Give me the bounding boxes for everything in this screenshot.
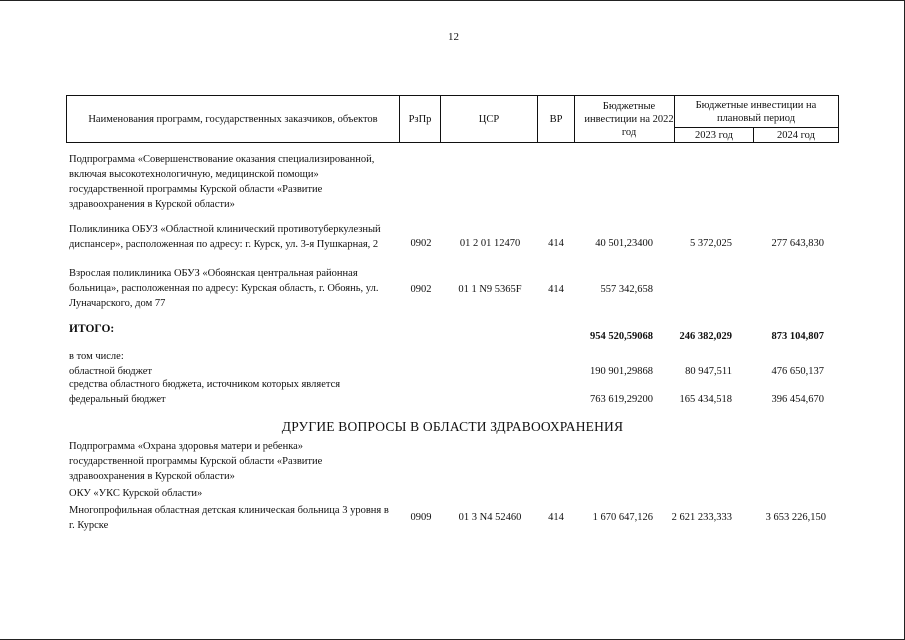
vr-value: 414	[548, 238, 564, 249]
header-csr: ЦСР	[478, 113, 500, 125]
vr-value: 414	[548, 512, 564, 523]
subprogram-title: Подпрограмма «Охрана здоровья матери и ребенка» государственной программы Курской области «Развитие здравоохранения в Курской области»	[69, 441, 323, 482]
value-2022: 1 670 647,126	[592, 512, 653, 523]
value-2022: 557 342,658	[600, 284, 653, 295]
object-name: Поликлиника ОБУЗ «Областной клинический противотуберкулезный диспансер», расположенная по адресу: г. Курск, ул. 3-я Пушкарная, 2	[69, 224, 381, 250]
rzpr-value: 0902	[410, 238, 432, 249]
value-2023: 5 372,025	[690, 238, 732, 249]
total-label: ИТОГО:	[69, 323, 115, 335]
header-vr: ВР	[549, 113, 563, 125]
csr-value: 01 2 01 12470	[459, 238, 521, 249]
federal-2023: 165 434,518	[679, 394, 732, 405]
header-year-2023: 2023 год	[695, 129, 733, 141]
value-2024: 277 643,830	[771, 238, 824, 249]
page-border-top	[0, 0, 905, 1]
federal-2024: 396 454,670	[771, 394, 824, 405]
header-year-2024: 2024 год	[777, 129, 815, 141]
total-2023: 246 382,029	[679, 331, 732, 342]
value-2024: 3 653 226,150	[765, 512, 826, 523]
object-name: Многопрофильная областная детская клиническая больница 3 уровня в г. Курске	[69, 505, 389, 531]
subprogram-title: Подпрограмма «Совершенствование оказания специализированной, включая высокотехнологичную, медицинской помощи» государственной программы Курской области «Развитие здравоохранения в Курской области»	[69, 154, 375, 210]
section-title: ДРУГИЕ ВОПРОСЫ В ОБЛАСТИ ЗДРАВООХРАНЕНИЯ	[281, 419, 624, 434]
total-2022: 954 520,59068	[590, 331, 653, 342]
header-name-column: Наименования программ, государственных заказчиков, объектов	[88, 113, 378, 125]
value-2023: 2 621 233,333	[671, 512, 732, 523]
total-2024: 873 104,807	[771, 331, 824, 342]
header-rzpr: РзПр	[408, 113, 432, 125]
rzpr-value: 0909	[410, 512, 432, 523]
federal-2022: 763 619,29200	[590, 394, 653, 405]
regional-2023: 80 947,511	[685, 366, 732, 377]
csr-value: 01 1 N9 5365F	[458, 284, 522, 295]
object-name: Взрослая поликлиника ОБУЗ «Обоянская центральная районная больница», расположенная по адресу: Курская область, г. Обоянь, ул. Луначарского, дом 77	[69, 268, 379, 309]
header-planned-period: Бюджетные инвестиции на плановый период	[695, 100, 817, 124]
csr-value: 01 3 N4 52460	[458, 512, 522, 523]
federal-budget-label-line1: средства областного бюджета, источником которых является	[69, 379, 341, 390]
header-investments-2022: Бюджетные инвестиции на 2022 год	[584, 100, 674, 138]
vr-value: 414	[548, 284, 564, 295]
regional-2024: 476 650,137	[771, 366, 824, 377]
federal-budget-label-line2: федеральный бюджет	[69, 394, 166, 405]
including-label: в том числе:	[69, 351, 124, 362]
value-2022: 40 501,23400	[595, 238, 653, 249]
page-number: 12	[448, 31, 459, 43]
regional-2022: 190 901,29868	[590, 366, 653, 377]
regional-budget-label: областной бюджет	[69, 366, 152, 377]
rzpr-value: 0902	[410, 284, 432, 295]
customer-name: ОКУ «УКС Курской области»	[69, 488, 203, 499]
table-header	[66, 95, 839, 143]
